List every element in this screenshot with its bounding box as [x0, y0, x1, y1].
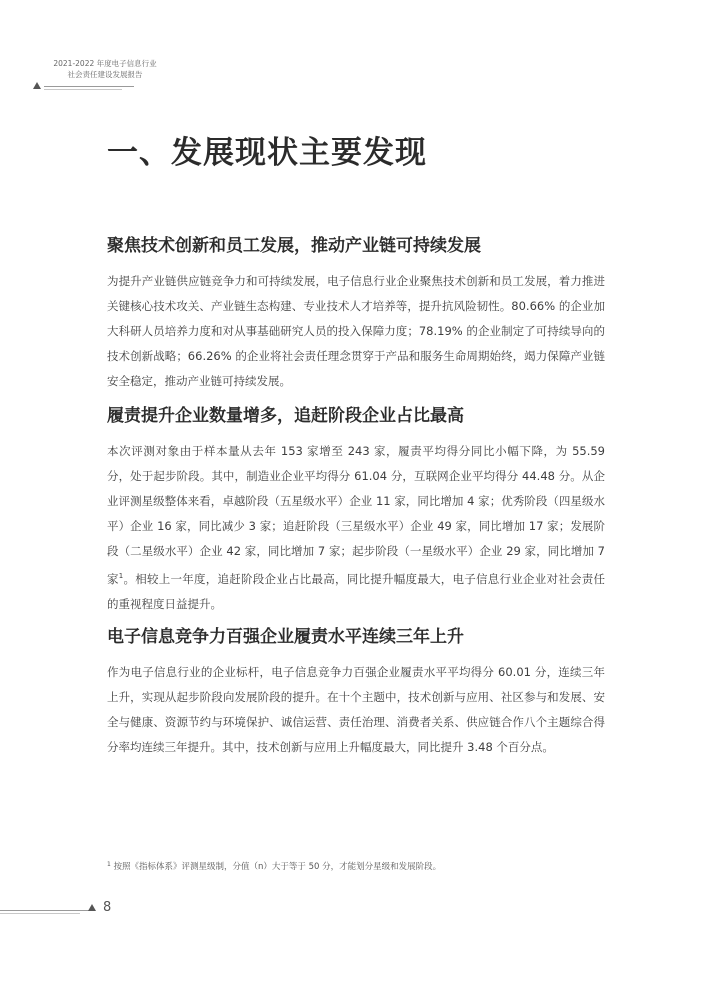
section-heading: 履责提升企业数量增多，追赶阶段企业占比最高	[107, 406, 464, 426]
triangle-marker-icon	[88, 904, 96, 911]
section-body	[107, 439, 605, 617]
section-heading: 聚焦技术创新和员工发展，推动产业链可持续发展	[107, 236, 481, 256]
section-innovation	[107, 231, 605, 394]
report-header	[30, 58, 180, 80]
header-divider	[44, 86, 134, 87]
footer-divider	[0, 910, 90, 911]
footnote	[107, 860, 607, 872]
chapter-title: 一、发展现状主要发现	[107, 135, 427, 171]
triangle-marker-icon	[33, 82, 41, 89]
footnote-marker: 1	[107, 861, 111, 868]
section-heading: 电子信息竞争力百强企业履责水平连续三年上升	[107, 627, 464, 647]
section-body-part2: 。相较上一年度，追赶阶段企业占比最高，同比提升幅度最大，电子信息行业企业对社会责任的重视程度日益提升。	[107, 572, 606, 611]
section-rating-stages	[107, 401, 605, 617]
header-line-1: 2021-2022 年度电子信息行业	[53, 59, 157, 68]
footer-divider-secondary	[0, 913, 80, 914]
footnote-text: 按照《指标体系》评测星级制，分值（n）大于等于 50 分，才能划分星级和发展阶段。	[113, 862, 442, 872]
section-body-part1: 本次评测对象由于样本量从去年 153 家增至 243 家，履责平均得分同比小幅下降，为 55.59 分，处于起步阶段。其中，制造业企业平均得分 61.04 分，互联网企业平均得分 44.48 分。从企业评测星级整体来看，卓越阶段（五星级水平）企业 11 家，同比增加 4 家；优秀阶段（四星级水平）企业 16 家，同比减少 3 家；追赶阶段（三星级水平）企业 49 家，同比增加 17 家；发展阶段（二星级水平）企业 42 家，同比增加 7 家；起步阶段（一星级水平）企业 29 家，同比增加 7 家	[107, 444, 605, 586]
section-body: 作为电子信息行业的企业标杆，电子信息竞争力百强企业履责水平平均得分 60.01 分，连续三年上升，实现从起步阶段向发展阶段的提升。在十个主题中，技术创新与应用、社区参与和发展、安全与健康、资源节约与环境保护、诚信运营、责任治理、消费者关系、供应链合作八个主题综合得分率均连续三年提升。其中，技术创新与应用上升幅度最大，同比提升 3.48 个百分点。	[107, 665, 605, 754]
header-line-2: 社会责任建设发展报告	[67, 70, 143, 79]
page-number: 8	[103, 900, 112, 915]
section-body: 为提升产业链供应链竞争力和可持续发展，电子信息行业企业聚焦技术创新和员工发展，着力推进关键核心技术攻关、产业链生态构建、专业技术人才培养等，提升抗风险韧性。80.66% 的企业加大科研人员培养力度和对从事基础研究人员的投入保障力度；78.19% 的企业制定了可持续导向的技术创新战略；66.26% 的企业将社会责任理念贯穿于产品和服务生命周期始终，竭力保障产业链安全稳定，推动产业链可持续发展。	[107, 274, 605, 388]
section-top100	[107, 622, 605, 760]
header-divider-secondary	[44, 89, 122, 90]
footnote-reference[interactable]: 1	[118, 572, 124, 580]
